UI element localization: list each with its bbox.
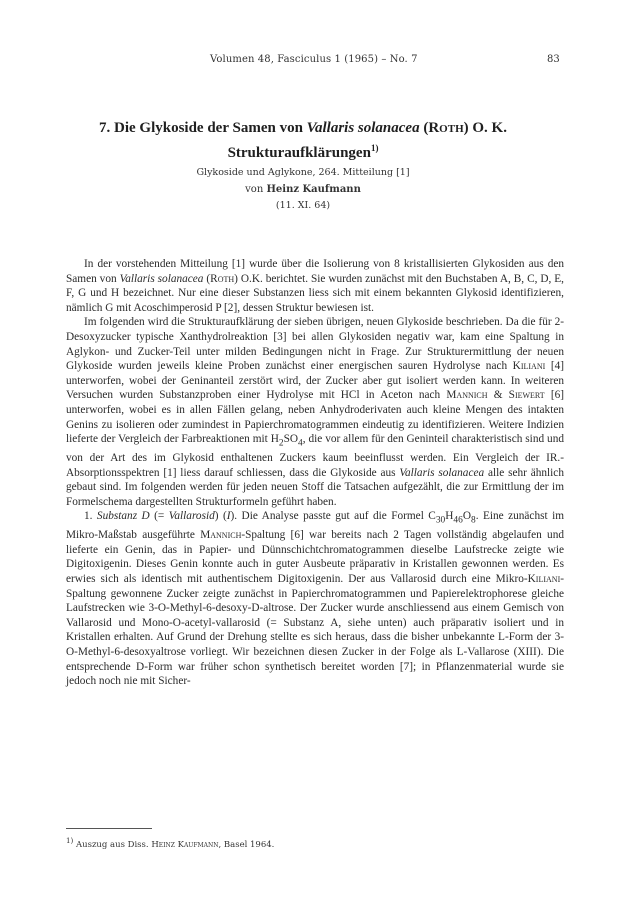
title-line-2: Strukturaufklärungen [227, 145, 371, 161]
paragraph-2: Im folgenden wird die Strukturaufklärung der sieben übrigen, neuen Glykoside beschrieben. Da die für 2-Desoxyzucker typische Xanthydrolreaktion [3] bei allen Glykosiden negativ war, kam eine Spaltung in Aglykon- und Zucker-Teil unter milden Bedingungen nicht in Frage. Zur Strukturermittlung der neuen Glykoside wurden jeweils kleine Proben zunächst einer energischen sauren Hydrolyse nach Kiliani [4] unterworfen, wobei der Geninanteil zerstört wird, der Zucker aber gut isoliert werden kann. In weiteren Versuchen wurden Substanzproben einer Hydrolyse mit HCl in Aceton nach Mannich & Siewert [6] unterworfen, wobei es in allen Fällen gelang, neben Anhydroderivaten auch kleine Mengen des intakten Genins zu isolieren oder zumindest in Papierchromatogrammen eindeutig zu identifizieren. Weitere Indizien lieferte der Vergleich der Farbreaktionen mit $H_2SO_4$, die vor allem für den Geninteil charakteristisch sind und von der Art des im Glykosid enthaltenen Zuckers kaum beeinflusst werden. Ein Vergleich der IR.-Absorptionsspektren [1] liess darauf schliessen, dass die Glykoside aus Vallaris solanacea alle sehr ähnlich gebaut sind. Im folgenden werden für jeden neuen Stoff die Tatsachen aufgezählt, die zur Ermittlung der im Formelschema dargestellten Strukturformeln geführt haben. [66, 316, 565, 508]
running-head: Volumen 48, Fasciculus 1 (1965) – No. 7 [210, 54, 418, 65]
received-date: (11. XI. 64) [275, 200, 331, 211]
article-title: 7. Die Glykoside der Samen von Vallaris solanacea (Roth) O. K. Strukturaufklärungen$^{1)}$ [99, 120, 507, 161]
author-name: Heinz Kaufmann [266, 184, 361, 195]
footnote-mark: 1) [370, 143, 379, 153]
footnote: $^{1)}$ Auszug aus Diss. Heinz Kaufmann, Basel 1964. [66, 836, 275, 850]
paragraph-3: 1. Substanz D (= Vallarosid) (I). Die Analyse passte gut auf die Formel $C_{30}H_{46}O_8$. Eine zunächst im Mikro-Maßstab ausgeführte Mannich-Spaltung [6] war bereits nach 2 Tagen vollständig abgelaufen und lieferte ein Genin, das in Papier- und Dünnschichtchromatogrammen dieselbe Laufstrecke zeigte wie Digitoxigenin. Dieses Genin konnte auch in guter Ausbeute präparativ in Kristallen gewonnen werden. Es erwies sich als identisch mit authentischem Digitoxigenin. Der aus Vallarosid durch eine Mikro-Kiliani-Spaltung gewonnene Zucker zeigte zunächst in Papierchromatogrammen und Papierelektrophorese gleiche Laufstrecken wie 3-O-Methyl-6-desoxy-D-altrose. Der Zucker wurde anschliessend aus einem Gemisch von Vallarosid und Mono-O-acetyl-vallarosid (= Substanz A, siehe unten) auch präparativ isoliert und in Kristallen erhalten. Auf Grund der Drehung stellte es sich heraus, dass die bisher unbekannte L-Form der 3-O-Methyl-6-desoxyaltrose vorliegt. Wir bezeichnen diesen Zucker in der Folge als L-Vallarose (XIII). Die entsprechende D-Form war früher schon synthetisch bereitet worden [7]; in Pflanzenmaterial wurde sie jedoch noch nie mit Sicher- [66, 510, 565, 688]
footnote-rule [66, 828, 152, 829]
author-abbreviation: Roth [428, 120, 464, 136]
paragraph-1: In der vorstehenden Mitteilung [1] wurde über die Isolierung von 8 kristallisierten Glykosiden aus den Samen von Vallaris solanacea (Roth) O.K. berichtet. Sie wurden zunächst mit den Buchstaben A, B, C, D, E, F, G und H bezeichnet. Nur eine dieser Substanzen liess sich mit einem bekannten Glykosid identifizieren, nämlich G mit Acoschimperosid P [2], dessen Struktur bewiesen ist. [66, 258, 564, 314]
title-block [68, 118, 538, 211]
page-number: 83 [547, 54, 560, 65]
series-subtitle: Glykoside und Aglykone, 264. Mitteilung [1] [196, 167, 410, 178]
author-line: von Heinz Kaufmann [245, 184, 361, 195]
species-name: Vallaris solanacea [306, 120, 420, 136]
article-body [66, 257, 564, 689]
